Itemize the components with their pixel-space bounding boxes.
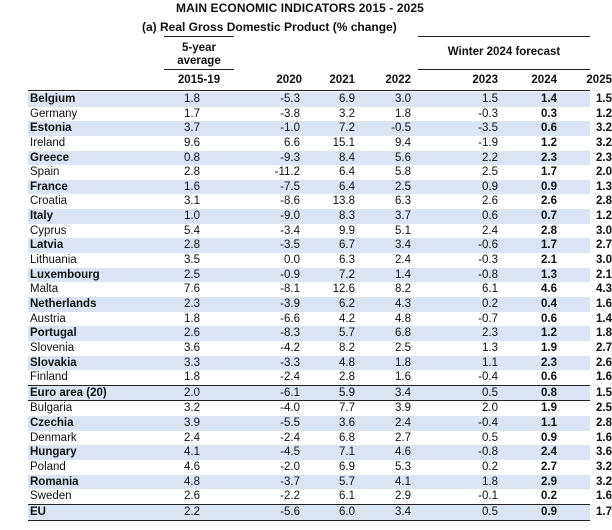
table-row bbox=[28, 385, 612, 402]
table-row bbox=[28, 445, 612, 460]
table-row bbox=[28, 238, 612, 253]
cell-2022: 3.4 bbox=[395, 505, 411, 518]
cell-2020: -4.5 bbox=[280, 446, 300, 459]
cell-2023: -0.8 bbox=[478, 446, 498, 459]
table-row bbox=[28, 401, 612, 416]
col-header-2020: 2020 bbox=[276, 74, 302, 86]
cell-2025: 3.2 bbox=[596, 475, 612, 488]
cell-2020: -9.3 bbox=[280, 151, 300, 164]
cell-2024: 1.7 bbox=[541, 239, 557, 252]
col-header-2025: 2025 bbox=[586, 74, 612, 86]
table-header-bottom-rule bbox=[28, 90, 590, 91]
cell-2021: 5.9 bbox=[339, 386, 355, 399]
cell-2023: -0.1 bbox=[478, 490, 498, 503]
cell-2025: 2.7 bbox=[596, 239, 612, 252]
cell-2025: 1.2 bbox=[596, 107, 612, 120]
cell-avg-2015-19: 2.6 bbox=[184, 327, 200, 340]
cell-2025: 1.5 bbox=[596, 93, 612, 105]
cell-2025: 1.2 bbox=[596, 210, 612, 223]
cell-2022: 2.4 bbox=[395, 417, 411, 430]
cell-2023: 2.6 bbox=[482, 195, 498, 208]
country-name: France bbox=[30, 180, 68, 193]
cell-2021: 6.2 bbox=[339, 297, 355, 310]
cell-2025: 3.2 bbox=[596, 122, 612, 135]
cell-2020: -4.0 bbox=[280, 402, 300, 415]
cell-2021: 4.8 bbox=[339, 356, 355, 369]
cell-2023: 2.4 bbox=[482, 224, 498, 237]
cell-avg-2015-19: 2.3 bbox=[184, 297, 200, 310]
country-name: Spain bbox=[30, 166, 60, 179]
country-name: Germany bbox=[30, 107, 78, 120]
cell-2023: 0.5 bbox=[482, 505, 498, 518]
country-name: Finland bbox=[30, 371, 68, 384]
cell-2022: 2.9 bbox=[395, 490, 411, 503]
cell-2021: 5.7 bbox=[339, 475, 355, 488]
cell-2022: 2.7 bbox=[395, 431, 411, 444]
table-row bbox=[28, 326, 612, 341]
cell-2023: 2.2 bbox=[482, 151, 498, 164]
country-name: Cyprus bbox=[30, 224, 67, 237]
cell-2023: -0.4 bbox=[478, 371, 498, 384]
country-name: Estonia bbox=[30, 122, 72, 135]
cell-2022: 3.9 bbox=[395, 402, 411, 415]
country-name: Austria bbox=[30, 312, 66, 325]
table-subtitle: (a) Real Gross Domestic Product (% change) bbox=[142, 20, 397, 34]
cell-2025: 3.2 bbox=[596, 136, 612, 149]
cell-2020: -6.6 bbox=[280, 312, 300, 325]
cell-2025: 2.8 bbox=[596, 195, 612, 208]
cell-2022: -0.5 bbox=[391, 122, 411, 135]
cell-2025: 3.6 bbox=[596, 446, 612, 459]
cell-2021: 4.2 bbox=[339, 312, 355, 325]
cell-2022: 4.6 bbox=[395, 446, 411, 459]
cell-2023: 6.1 bbox=[482, 283, 498, 296]
cell-avg-2015-19: 3.7 bbox=[184, 122, 200, 135]
table-row bbox=[28, 121, 612, 136]
cell-2024: 2.1 bbox=[541, 254, 557, 267]
cell-2024: 0.8 bbox=[541, 386, 557, 399]
cell-avg-2015-19: 1.6 bbox=[184, 180, 200, 193]
cell-2021: 2.8 bbox=[339, 371, 355, 384]
cell-avg-2015-19: 1.8 bbox=[184, 93, 200, 105]
cell-2020: -3.8 bbox=[280, 107, 300, 120]
cell-avg-2015-19: 2.8 bbox=[184, 166, 200, 179]
table-row bbox=[28, 92, 612, 107]
cell-2025: 2.1 bbox=[596, 268, 612, 281]
cell-2024: 4.6 bbox=[541, 283, 557, 296]
cell-2024: 0.4 bbox=[541, 297, 557, 310]
cell-2020: -3.9 bbox=[280, 297, 300, 310]
col-header-2022: 2022 bbox=[385, 74, 411, 86]
table-row bbox=[28, 460, 612, 475]
cell-2021: 8.4 bbox=[339, 151, 355, 164]
cell-2025: 1.6 bbox=[596, 431, 612, 444]
cell-2025: 1.3 bbox=[596, 180, 612, 193]
cell-2021: 7.1 bbox=[339, 446, 355, 459]
table-row bbox=[28, 489, 612, 504]
cell-2020: -0.9 bbox=[280, 268, 300, 281]
cell-2023: 0.9 bbox=[482, 180, 498, 193]
cell-2023: 0.5 bbox=[482, 386, 498, 399]
forecast-header: Winter 2024 forecast bbox=[447, 46, 561, 58]
cell-2023: 1.1 bbox=[482, 356, 498, 369]
cell-2024: 1.9 bbox=[541, 402, 557, 415]
cell-avg-2015-19: 3.1 bbox=[184, 195, 200, 208]
gdp-table-body bbox=[28, 92, 612, 521]
cell-2022: 1.4 bbox=[395, 268, 411, 281]
country-name: Euro area (20) bbox=[30, 386, 107, 399]
table-row bbox=[28, 356, 612, 371]
cell-avg-2015-19: 1.7 bbox=[184, 107, 200, 120]
cell-2022: 1.8 bbox=[395, 356, 411, 369]
cell-2025: 3.0 bbox=[596, 254, 612, 267]
country-name: Lithuania bbox=[30, 254, 77, 267]
cell-avg-2015-19: 4.8 bbox=[184, 475, 200, 488]
cell-2020: -3.7 bbox=[280, 475, 300, 488]
cell-2023: 1.3 bbox=[482, 341, 498, 354]
cell-2024: 2.8 bbox=[541, 224, 557, 237]
table-row bbox=[28, 312, 612, 327]
cell-2022: 6.3 bbox=[395, 195, 411, 208]
country-name: Croatia bbox=[30, 195, 68, 208]
cell-2025: 1.4 bbox=[596, 312, 612, 325]
cell-avg-2015-19: 2.5 bbox=[184, 268, 200, 281]
cell-2023: -0.7 bbox=[478, 312, 498, 325]
country-name: Malta bbox=[30, 283, 59, 296]
country-name: Greece bbox=[30, 151, 70, 164]
cell-2022: 2.4 bbox=[395, 254, 411, 267]
table-row bbox=[28, 431, 612, 446]
cell-2020: -5.6 bbox=[280, 505, 300, 518]
cell-2020: -8.6 bbox=[280, 195, 300, 208]
table-row bbox=[28, 297, 612, 312]
cell-2020: -11.2 bbox=[274, 166, 300, 179]
cell-2024: 2.3 bbox=[541, 356, 557, 369]
cell-2025: 2.5 bbox=[596, 402, 612, 415]
cell-2025: 1.5 bbox=[596, 386, 612, 399]
cell-2022: 4.8 bbox=[395, 312, 411, 325]
cell-2025: 2.8 bbox=[596, 417, 612, 430]
cell-2021: 7.7 bbox=[339, 402, 355, 415]
cell-2021: 6.9 bbox=[339, 461, 355, 474]
cell-avg-2015-19: 4.1 bbox=[184, 446, 200, 459]
cell-avg-2015-19: 3.6 bbox=[184, 341, 200, 354]
table-row bbox=[28, 107, 612, 122]
cell-2022: 3.7 bbox=[395, 210, 411, 223]
cell-2022: 5.3 bbox=[395, 461, 411, 474]
cell-2023: 2.3 bbox=[482, 327, 498, 340]
cell-2024: 2.4 bbox=[541, 446, 557, 459]
cell-2023: -1.9 bbox=[478, 136, 498, 149]
col-header-2024: 2024 bbox=[531, 74, 557, 86]
cell-2024: 0.7 bbox=[541, 210, 557, 223]
cell-2021: 6.9 bbox=[339, 93, 355, 105]
cell-2024: 0.9 bbox=[541, 180, 557, 193]
cell-2023: -0.3 bbox=[478, 254, 498, 267]
cell-2021: 6.1 bbox=[339, 490, 355, 503]
page-title: MAIN ECONOMIC INDICATORS 2015 - 2025 bbox=[176, 1, 424, 15]
cell-2024: 0.6 bbox=[541, 312, 557, 325]
cell-2024: 0.9 bbox=[541, 431, 557, 444]
cell-2020: -8.3 bbox=[280, 327, 300, 340]
cell-2020: -3.4 bbox=[280, 224, 300, 237]
cell-2022: 4.3 bbox=[395, 297, 411, 310]
table-row bbox=[28, 341, 612, 356]
cell-2024: 2.3 bbox=[541, 151, 557, 164]
cell-avg-2015-19: 3.5 bbox=[184, 254, 200, 267]
cell-2024: 1.3 bbox=[541, 268, 557, 281]
cell-2024: 1.2 bbox=[541, 327, 557, 340]
cell-2024: 0.2 bbox=[541, 490, 557, 503]
cell-2024: 1.7 bbox=[541, 166, 557, 179]
cell-2025: 2.7 bbox=[596, 341, 612, 354]
cell-2020: 6.6 bbox=[284, 136, 300, 149]
cell-2025: 3.0 bbox=[596, 224, 612, 237]
cell-avg-2015-19: 7.6 bbox=[184, 283, 200, 296]
cell-2021: 3.2 bbox=[339, 107, 355, 120]
cell-2021: 7.2 bbox=[339, 268, 355, 281]
header-rule-avg bbox=[164, 36, 234, 37]
cell-avg-2015-19: 4.6 bbox=[184, 461, 200, 474]
cell-2021: 5.7 bbox=[339, 327, 355, 340]
cell-2024: 1.4 bbox=[541, 93, 557, 105]
cell-2021: 6.4 bbox=[339, 166, 355, 179]
cell-2024: 2.6 bbox=[541, 195, 557, 208]
cell-2020: -2.2 bbox=[280, 490, 300, 503]
cell-2023: -0.3 bbox=[478, 107, 498, 120]
cell-2021: 3.6 bbox=[339, 417, 355, 430]
country-name: Netherlands bbox=[30, 297, 97, 310]
cell-2022: 3.4 bbox=[395, 239, 411, 252]
table-row bbox=[28, 224, 612, 239]
cell-2024: 0.9 bbox=[541, 505, 557, 518]
cell-2023: 2.5 bbox=[482, 166, 498, 179]
cell-2020: -2.4 bbox=[280, 371, 300, 384]
cell-2025: 2.6 bbox=[596, 356, 612, 369]
cell-2024: 2.7 bbox=[541, 461, 557, 474]
cell-2023: 0.2 bbox=[482, 461, 498, 474]
cell-2022: 2.5 bbox=[395, 180, 411, 193]
cell-2025: 4.3 bbox=[596, 283, 612, 296]
cell-2025: 2.0 bbox=[596, 166, 612, 179]
cell-2021: 9.9 bbox=[339, 224, 355, 237]
cell-2020: -8.1 bbox=[280, 283, 300, 296]
cell-2023: -0.6 bbox=[478, 239, 498, 252]
cell-2024: 1.2 bbox=[541, 136, 557, 149]
cell-2022: 4.1 bbox=[395, 475, 411, 488]
cell-avg-2015-19: 3.2 bbox=[184, 402, 200, 415]
table-row bbox=[28, 504, 612, 521]
cell-avg-2015-19: 9.6 bbox=[184, 136, 200, 149]
cell-2022: 5.6 bbox=[395, 151, 411, 164]
table-row bbox=[28, 370, 612, 385]
country-name: EU bbox=[30, 505, 46, 518]
country-name: Sweden bbox=[30, 490, 72, 503]
country-name: Ireland bbox=[30, 136, 66, 149]
cell-2022: 1.6 bbox=[395, 371, 411, 384]
cell-2023: 1.8 bbox=[482, 475, 498, 488]
cell-avg-2015-19: 1.0 bbox=[184, 210, 200, 223]
cell-avg-2015-19: 2.0 bbox=[184, 386, 200, 399]
cell-2025: 2.3 bbox=[596, 151, 612, 164]
table-row bbox=[28, 282, 612, 297]
country-name: Portugal bbox=[30, 327, 77, 340]
cell-2021: 15.1 bbox=[332, 136, 355, 149]
cell-2022: 2.5 bbox=[395, 341, 411, 354]
cell-2023: -0.4 bbox=[478, 417, 498, 430]
country-name: Italy bbox=[30, 210, 54, 223]
col-header-2023: 2023 bbox=[472, 74, 498, 86]
cell-avg-2015-19: 1.8 bbox=[184, 371, 200, 384]
cell-2022: 5.8 bbox=[395, 166, 411, 179]
table-row bbox=[28, 253, 612, 268]
cell-2024: 2.9 bbox=[541, 475, 557, 488]
country-name: Luxembourg bbox=[30, 268, 100, 281]
country-name: Slovakia bbox=[30, 356, 77, 369]
header-rule-avg-lower bbox=[164, 69, 234, 70]
cell-2021: 8.3 bbox=[339, 210, 355, 223]
cell-2020: -9.0 bbox=[280, 210, 300, 223]
country-name: Hungary bbox=[30, 446, 77, 459]
cell-2020: -3.5 bbox=[280, 239, 300, 252]
cell-2021: 6.0 bbox=[339, 505, 355, 518]
cell-2020: -6.1 bbox=[280, 386, 300, 399]
cell-avg-2015-19: 2.6 bbox=[184, 490, 200, 503]
table-row bbox=[28, 165, 612, 180]
cell-2025: 3.2 bbox=[596, 461, 612, 474]
cell-2020: 0.0 bbox=[284, 254, 300, 267]
cell-2020: -7.5 bbox=[280, 180, 300, 193]
country-name: Latvia bbox=[30, 239, 64, 252]
cell-2021: 6.3 bbox=[339, 254, 355, 267]
cell-avg-2015-19: 2.4 bbox=[184, 431, 200, 444]
cell-2022: 3.0 bbox=[395, 93, 411, 105]
cell-2022: 9.4 bbox=[395, 136, 411, 149]
col-header-2021: 2021 bbox=[329, 74, 355, 86]
cell-2023: 0.2 bbox=[482, 297, 498, 310]
country-name: Poland bbox=[30, 461, 66, 474]
cell-2023: 0.5 bbox=[482, 431, 498, 444]
cell-2023: 0.6 bbox=[482, 210, 498, 223]
avg-header-line1: 5-year bbox=[182, 42, 216, 54]
cell-2021: 13.8 bbox=[332, 195, 355, 208]
cell-2025: 1.6 bbox=[596, 490, 612, 503]
cell-2024: 0.3 bbox=[541, 107, 557, 120]
cell-avg-2015-19: 0.8 bbox=[184, 151, 200, 164]
col-header-2015-19: 2015-19 bbox=[177, 74, 221, 86]
table-row bbox=[28, 180, 612, 195]
cell-2020: -1.0 bbox=[280, 122, 300, 135]
table-row bbox=[28, 151, 612, 166]
country-name: Slovenia bbox=[30, 341, 75, 354]
cell-2025: 1.8 bbox=[596, 327, 612, 340]
cell-2022: 5.1 bbox=[395, 224, 411, 237]
cell-2021: 6.4 bbox=[339, 180, 355, 193]
cell-avg-2015-19: 2.8 bbox=[184, 239, 200, 252]
table-row bbox=[28, 194, 612, 209]
cell-2020: -5.5 bbox=[280, 417, 300, 430]
cell-avg-2015-19: 2.2 bbox=[184, 505, 200, 518]
cell-2023: -0.8 bbox=[478, 268, 498, 281]
country-name: Bulgaria bbox=[30, 402, 73, 415]
cell-2025: 1.6 bbox=[596, 297, 612, 310]
cell-2023: 1.5 bbox=[482, 93, 498, 105]
cell-avg-2015-19: 3.3 bbox=[184, 356, 200, 369]
header-rule-forecast-lower bbox=[418, 69, 590, 70]
country-name: Romania bbox=[30, 475, 79, 488]
cell-2022: 8.2 bbox=[395, 283, 411, 296]
table-row bbox=[28, 416, 612, 431]
cell-avg-2015-19: 1.8 bbox=[184, 312, 200, 325]
cell-2021: 6.7 bbox=[339, 239, 355, 252]
cell-avg-2015-19: 3.9 bbox=[184, 417, 200, 430]
cell-2020: -4.2 bbox=[280, 341, 300, 354]
cell-2025: 1.7 bbox=[596, 505, 612, 518]
cell-2021: 6.8 bbox=[339, 431, 355, 444]
header-rule-forecast bbox=[418, 36, 590, 37]
cell-2021: 7.2 bbox=[339, 122, 355, 135]
cell-2023: 2.0 bbox=[482, 402, 498, 415]
cell-2022: 3.4 bbox=[395, 386, 411, 399]
cell-2020: -3.3 bbox=[280, 356, 300, 369]
table-row bbox=[28, 209, 612, 224]
cell-2023: -3.5 bbox=[478, 122, 498, 135]
table-row bbox=[28, 136, 612, 151]
avg-header-line2: average bbox=[177, 55, 221, 67]
cell-2025: 1.6 bbox=[596, 371, 612, 384]
country-name: Denmark bbox=[30, 431, 77, 444]
table-row bbox=[28, 268, 612, 283]
cell-2024: 0.6 bbox=[541, 122, 557, 135]
cell-2021: 8.2 bbox=[339, 341, 355, 354]
table-row bbox=[28, 475, 612, 490]
cell-2022: 6.8 bbox=[395, 327, 411, 340]
country-name: Czechia bbox=[30, 417, 74, 430]
cell-2020: -2.4 bbox=[280, 431, 300, 444]
cell-2020: -5.3 bbox=[280, 93, 300, 105]
cell-2024: 1.1 bbox=[541, 417, 557, 430]
cell-2021: 12.6 bbox=[332, 283, 355, 296]
cell-2020: -2.0 bbox=[280, 461, 300, 474]
country-name: Belgium bbox=[30, 93, 76, 105]
cell-2022: 1.8 bbox=[395, 107, 411, 120]
cell-2024: 0.6 bbox=[541, 371, 557, 384]
cell-avg-2015-19: 5.4 bbox=[184, 224, 200, 237]
cell-2024: 1.9 bbox=[541, 341, 557, 354]
